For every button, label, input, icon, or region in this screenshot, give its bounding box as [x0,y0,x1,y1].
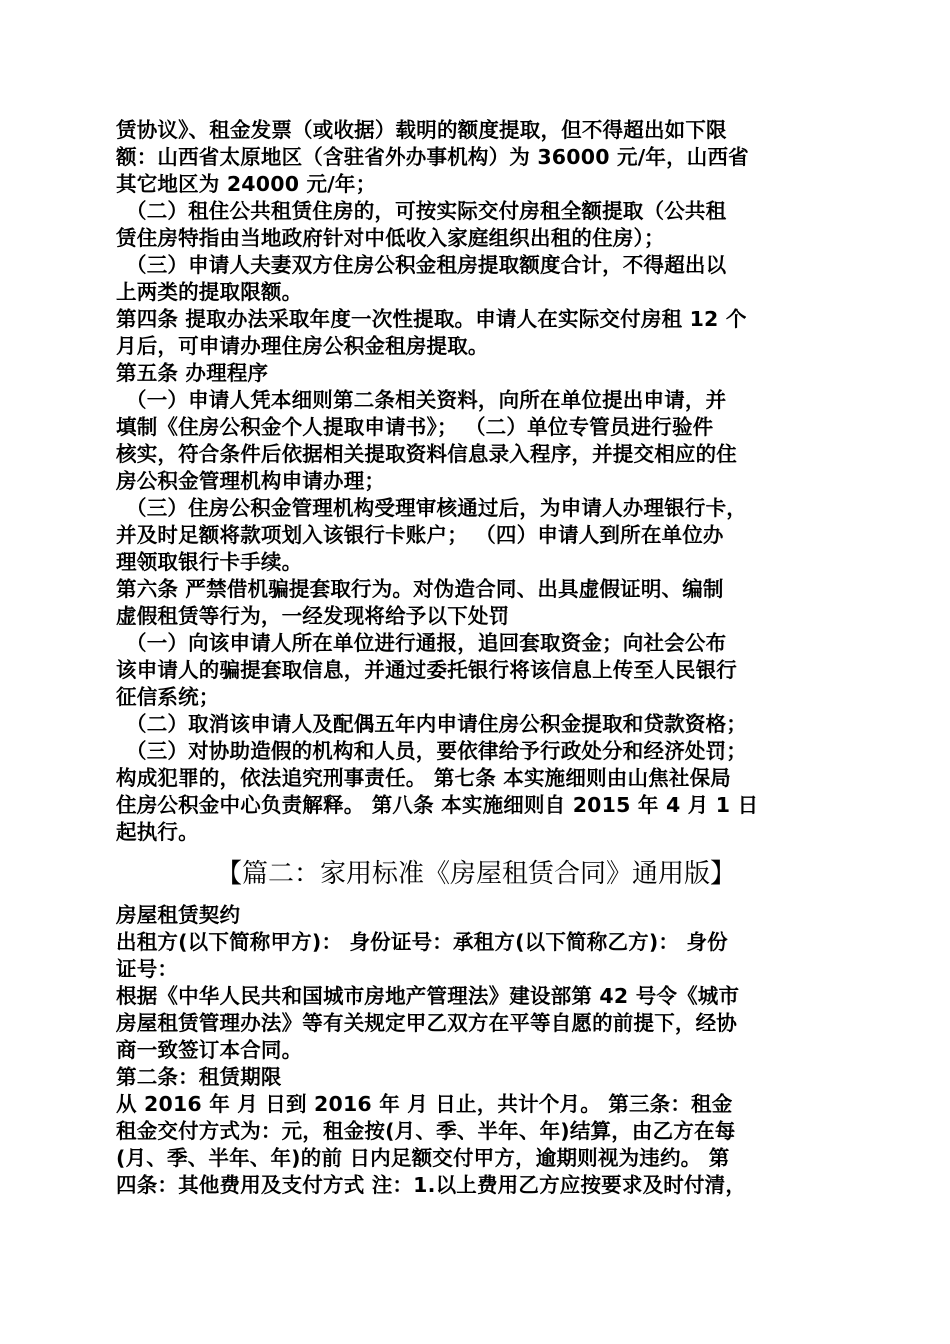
text-line: 理领取银行卡手续。 [116,550,303,574]
text-line: 第六条 严禁借机骗提套取行为。对伪造合同、出具虚假证明、编制 [116,577,724,601]
text-line: 第五条 办理程序 [116,361,269,385]
text-line: 根据《中华人民共和国城市房地产管理法》建设部第 42 号令《城市 [116,984,740,1008]
text-line: 该申请人的骗提套取信息，并通过委托银行将该信息上传至人民银行 [116,658,737,682]
text-line: 第四条 提取办法采取年度一次性提取。申请人在实际交付房租 12 个 [116,307,747,331]
text-line: （三）住房公积金管理机构受理审核通过后，为申请人办理银行卡， [126,496,747,520]
text-line: 赁协议》、租金发票（或收据）载明的额度提取，但不得超出如下限 [116,118,727,142]
text-line: 住房公积金中心负责解释。 第八条 本实施细则自 2015 年 4 月 1 日 [116,793,759,817]
text-line: （三）申请人夫妻双方住房公积金租房提取额度合计，不得超出以 [126,253,727,277]
text-line: 月后，可申请办理住房公积金租房提取。 [116,334,489,358]
text-line: 赁住房特指由当地政府针对中低收入家庭组织出租的住房）； [116,226,665,250]
text-line: 构成犯罪的，依法追究刑事责任。 第七条 本实施细则由山焦社保局 [116,766,731,790]
text-line: 房屋租赁管理办法》等有关规定甲乙双方在平等自愿的前提下，经协 [116,1011,737,1035]
text-line: 其它地区为 24000 元/年； [116,172,377,196]
text-line: 核实，符合条件后依据相关提取资料信息录入程序，并提交相应的住 [116,442,737,466]
text-line: （一）申请人凭本细则第二条相关资料，向所在单位提出申请，并 [126,388,727,412]
section-implementation-rules [116,117,836,846]
text-line: （一）向该申请人所在单位进行通报，追回套取资金；向社会公布 [126,631,727,655]
text-line: 四条：其他费用及支付方式 注：1.以上费用乙方应按要求及时付清， [116,1173,747,1197]
text-line: 房公积金管理机构申请办理； [116,469,386,493]
text-line: (月、季、半年、年)的前 日内足额交付甲方，逾期则视为违约。 第 [116,1146,730,1170]
section-heading: 【篇二：家用标准《房屋租赁合同》通用版】 [215,859,736,889]
text-line: （二）租住公共租赁住房的，可按实际交付房租全额提取（公共租 [126,199,727,223]
text-line: 房屋租赁契约 [116,903,241,927]
text-line: 上两类的提取限额。 [116,280,303,304]
text-line: 租金交付方式为：元，租金按(月、季、半年、年)结算，由乙方在每 [116,1119,736,1143]
text-line: 商一致签订本合同。 [116,1038,303,1062]
text-line: 额：山西省太原地区（含驻省外办事机构）为 36000 元/年，山西省 [116,145,749,169]
text-line: 征信系统； [116,685,220,709]
text-line: 从 2016 年 月 日到 2016 年 月 日止，共计个月。 第三条：租金 [116,1092,733,1116]
text-line: 并及时足额将款项划入该银行卡账户； （四）申请人到所在单位办 [116,523,724,547]
text-line: 虚假租赁等行为，一经发现将给予以下处罚 [116,604,510,628]
text-line: 第二条：租赁期限 [116,1065,282,1089]
text-line: 填制《住房公积金个人提取申请书》； （二）单位专管员进行验件 [116,415,714,439]
text-line: 出租方(以下简称甲方)： 身份证号：承租方(以下简称乙方)： 身份 [116,930,728,954]
text-line: 证号： [116,957,179,981]
text-line: 起执行。 [116,820,199,844]
document-page [116,117,836,1199]
text-line: （二）取消该申请人及配偶五年内申请住房公积金提取和贷款资格； [126,712,747,736]
section-lease-contract [116,902,836,1199]
text-line: （三）对协助造假的机构和人员，要依律给予行政处分和经济处罚； [126,739,747,763]
